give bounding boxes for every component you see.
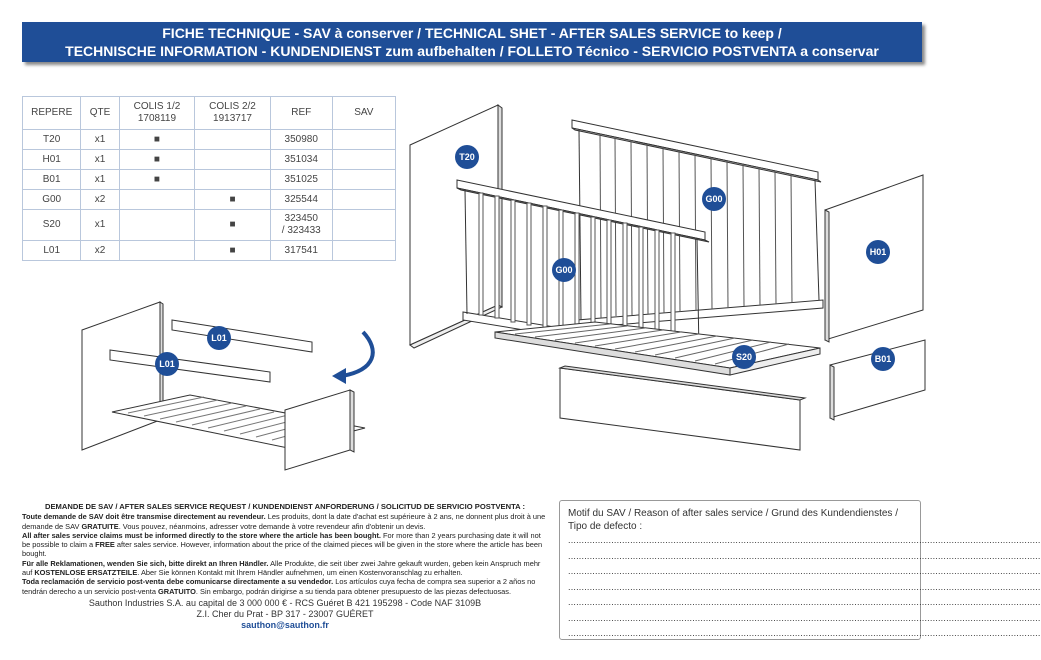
cell-ref: 317541 xyxy=(270,241,332,261)
badge-t20: T20 xyxy=(455,145,479,169)
reason-box[interactable] xyxy=(559,500,1041,640)
bed-conversion-drawing xyxy=(80,300,380,472)
request-en xyxy=(22,531,548,559)
cell-sav[interactable] xyxy=(332,130,395,150)
cell-qte: x1 xyxy=(81,210,119,241)
reason-line[interactable]: ............................................................................................................................................................................... xyxy=(568,612,1041,623)
cell-colis-2 xyxy=(195,130,271,150)
cell-colis-1: ■ xyxy=(119,150,195,170)
request-de-bold: Für alle Reklamationen, wenden Sie sich, bitte direkt an Ihren Händler. xyxy=(22,558,269,568)
request-es-bold: Toda reclamación de servicio post-venta debe comunicarse directamente a su vendedor. xyxy=(22,577,334,587)
request-de-text2: . Aber Sie können Kontakt mit Ihrem Händler aufnehmen, um einen Kostenvoranschlag zu erhalten. xyxy=(137,568,463,578)
end-panel-t20 xyxy=(410,105,502,348)
cell-sav[interactable] xyxy=(332,150,395,170)
reason-line[interactable]: ............................................................................................................................................................................... xyxy=(568,597,1041,607)
cell-repere: T20 xyxy=(23,130,81,150)
cell-repere: L01 xyxy=(23,241,81,261)
table-header-row xyxy=(23,97,396,130)
request-de-bold2: KOSTENLOSE ERSATZTEILE xyxy=(34,568,138,578)
cell-colis-2 xyxy=(195,150,271,170)
cell-qte: x1 xyxy=(81,150,119,170)
cell-colis-2: ■ xyxy=(195,190,271,210)
company-line-1: Sauthon Industries S.A. au capital de 3 000 000 € - RCS Guéret B 421 195298 - Code NAF 3109B xyxy=(88,598,482,608)
badge-g00-front: G00 xyxy=(552,258,576,282)
cell-qte: x2 xyxy=(81,190,119,210)
cell-repere: S20 xyxy=(23,210,81,241)
badge-s20: S20 xyxy=(732,345,756,369)
parts-table xyxy=(22,96,396,261)
cell-sav[interactable] xyxy=(332,210,395,241)
request-es-text2: . Sin embargo, podrán dirigirse a su tienda para obtener presupuesto de las piezas defectuosas. xyxy=(195,586,512,596)
request-fr-text: Les produits, dont la date d'achat est supérieure à 2 ans, ne donnent plus droit à une demande de SAV xyxy=(22,512,546,531)
cell-repere: H01 xyxy=(23,150,81,170)
request-fr-bold2: GRATUITE xyxy=(81,521,119,531)
reason-line[interactable]: ............................................................................................................................................................................... xyxy=(568,535,1041,545)
company-line-2: Z.I. Cher du Prat - BP 317 - 23007 GUÉRET xyxy=(196,609,374,619)
reason-line[interactable]: ............................................................................................................................................................................... xyxy=(568,550,1041,561)
badge-b01: B01 xyxy=(871,347,895,371)
table-row xyxy=(23,150,396,170)
table-row xyxy=(23,190,396,210)
company-email[interactable]: sauthon@sauthon.fr xyxy=(241,620,329,630)
header-banner xyxy=(22,22,922,62)
badge-h01: H01 xyxy=(866,240,890,264)
cell-repere: G00 xyxy=(23,190,81,210)
badge-l01-b: L01 xyxy=(155,352,179,376)
left-end-panel xyxy=(82,302,160,450)
cell-sav[interactable] xyxy=(332,190,395,210)
right-end-panel xyxy=(285,390,350,470)
rail-l01-top xyxy=(172,320,312,352)
slat-base xyxy=(495,322,820,375)
cell-sav[interactable] xyxy=(332,170,395,190)
request-de-text: Alle Produkte, die seit über zwei Jahre gekauft wurden, geben kein Anspruch mehr auf xyxy=(22,558,541,578)
cell-ref: 323450 / 323433 xyxy=(270,210,332,241)
table-row xyxy=(23,241,396,261)
request-fr-text2: . Vous pouvez, néanmoins, adresser votre demande à votre revendeur afin d'obtenir un devis. xyxy=(118,521,426,531)
request-en-text: For more than 2 years purchasing date it will not be possible to claim a xyxy=(22,530,541,550)
request-en-bold: All after sales service claims must be informed directly to the store where the article has been bought. xyxy=(22,530,381,540)
table-row xyxy=(23,210,396,241)
reason-line[interactable]: ............................................................................................................................................................................... xyxy=(568,566,1041,576)
cell-repere: B01 xyxy=(23,170,81,190)
cell-colis-2: ■ xyxy=(195,210,271,241)
cell-colis-2: ■ xyxy=(195,241,271,261)
request-es xyxy=(22,577,548,596)
curved-arrow-icon xyxy=(332,332,373,384)
cell-qte: x2 xyxy=(81,241,119,261)
col-sav: SAV xyxy=(332,97,395,130)
request-en-text2: after sales service. However, information about the price of the claimed pieces will be given in the store where the article has been bought. xyxy=(22,540,543,559)
table-row xyxy=(23,170,396,190)
cell-colis-2 xyxy=(195,170,271,190)
badge-l01-a: L01 xyxy=(207,326,231,350)
col-colis-2: COLIS 2/2 1913717 xyxy=(195,97,271,130)
service-request-text xyxy=(22,502,548,596)
cell-colis-1 xyxy=(119,210,195,241)
table-row xyxy=(23,130,396,150)
reason-line[interactable]: ............................................................................................................................................................................... xyxy=(568,581,1041,592)
header-line-2: TECHNISCHE INFORMATION - KUNDENDIENST zum aufbehalten / FOLLETO Técnico - SERVICIO POSTVENTA a conservar xyxy=(65,43,879,59)
reason-label: Motif du SAV / Reason of after sales service / Grund des Kundendienstes / Tipo de defecto : xyxy=(568,508,898,532)
request-de xyxy=(22,559,548,578)
reason-line[interactable]: ............................................................................................................................................................................... xyxy=(568,628,1041,638)
side-board xyxy=(560,366,805,450)
cell-ref: 350980 xyxy=(270,130,332,150)
cell-colis-1 xyxy=(119,241,195,261)
cell-ref: 351025 xyxy=(270,170,332,190)
request-title: DEMANDE DE SAV / AFTER SALES SERVICE REQUEST / KUNDENDIENST ANFORDERUNG / SOLICITUD DE SERVICIO POSTVENTA : xyxy=(45,502,525,511)
request-fr-bold: Toute demande de SAV doit être transmise directement au revendeur. xyxy=(22,512,266,522)
crib-exploded-drawing xyxy=(405,100,935,445)
cell-colis-1 xyxy=(119,190,195,210)
request-es-text: Los artículos cuya fecha de compra sea superior a 2 años no tendrán derecho a un servicio post-venta xyxy=(22,577,536,596)
cell-qte: x1 xyxy=(81,130,119,150)
header-line-1: FICHE TECHNIQUE - SAV à conserver / TECHNICAL SHET - AFTER SALES SERVICE to keep / xyxy=(162,25,782,41)
col-qte: QTE xyxy=(81,97,119,130)
request-fr xyxy=(22,512,548,531)
cell-ref: 351034 xyxy=(270,150,332,170)
cell-colis-1: ■ xyxy=(119,170,195,190)
request-es-bold2: GRATUITO xyxy=(158,586,196,596)
col-ref: REF xyxy=(270,97,332,130)
col-colis-1: COLIS 1/2 1708119 xyxy=(119,97,195,130)
cell-colis-1: ■ xyxy=(119,130,195,150)
company-info xyxy=(22,598,548,631)
request-en-bold2: FREE xyxy=(95,540,115,550)
cell-sav[interactable] xyxy=(332,241,395,261)
col-repere: REPERE xyxy=(23,97,81,130)
badge-g00-back: G00 xyxy=(702,187,726,211)
cell-ref: 325544 xyxy=(270,190,332,210)
cell-qte: x1 xyxy=(81,170,119,190)
